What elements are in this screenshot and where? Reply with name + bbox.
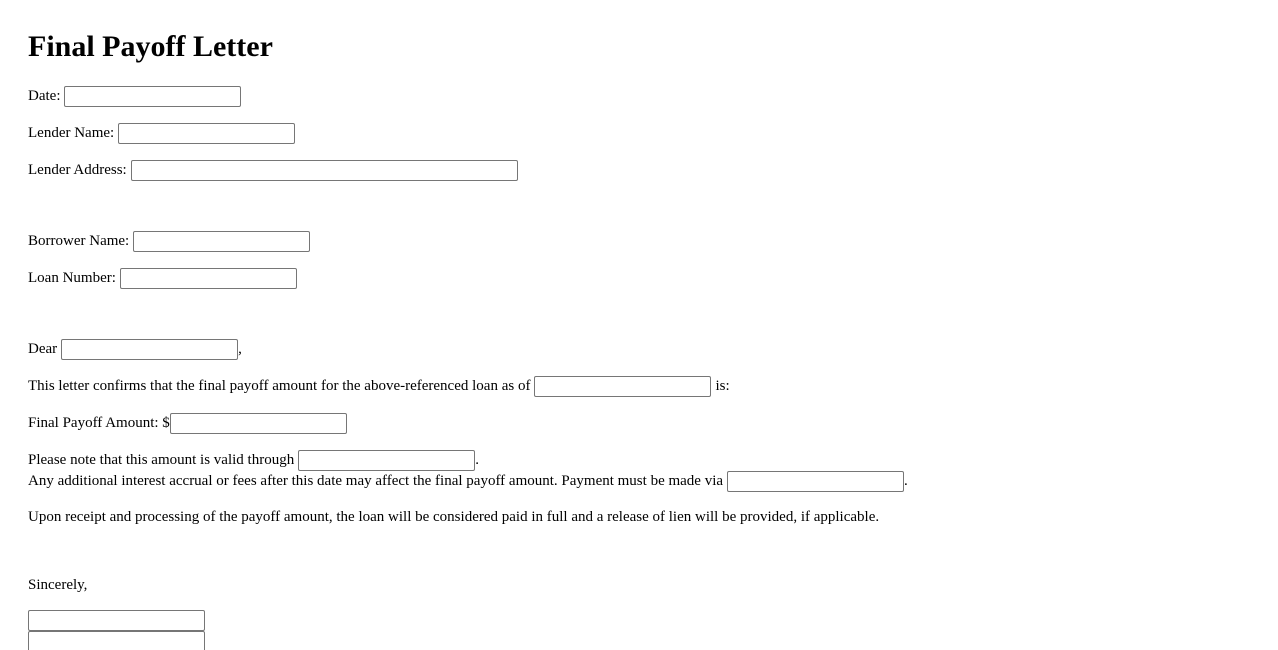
borrower-name-input[interactable] [133,231,310,252]
payoff-amount-label: Final Payoff Amount: $ [28,415,170,431]
signature-block [28,610,205,650]
valid-through-input[interactable] [298,450,475,471]
confirm-suffix: is: [715,378,730,394]
release-text: Upon receipt and processing of the payoff amount, the loan will be considered paid in full and a release of lien will be provided, if applicable. [28,509,880,525]
signature-name-input[interactable] [28,610,205,631]
loan-number-label: Loan Number: [28,270,116,286]
loan-number-row [28,268,301,289]
borrower-name-row [28,231,314,252]
closing-text: Sincerely, [28,577,88,593]
date-row [28,86,245,107]
lender-address-input[interactable] [131,160,518,181]
lender-address-row [28,160,522,181]
salutation-prefix: Dear [28,341,58,357]
page-title: Final Payoff Letter [28,30,273,63]
interest-text: Any additional interest accrual or fees after this date may affect the final payoff amount. Payment must be made via [28,473,724,489]
lender-name-input[interactable] [118,123,295,144]
lender-name-row [28,123,299,144]
payoff-amount-input[interactable] [170,413,347,434]
release-row [28,507,879,528]
recipient-name-input[interactable] [61,339,238,360]
lender-address-label: Lender Address: [28,162,127,178]
payoff-amount-row [28,413,351,434]
payment-method-input[interactable] [727,471,904,492]
payment-method-row [28,471,908,492]
date-label: Date: [28,88,61,104]
borrower-name-label: Borrower Name: [28,233,130,249]
lender-name-label: Lender Name: [28,125,115,141]
salutation-row [28,339,242,360]
valid-through-suffix: . [475,452,479,468]
valid-through-text: Please note that this amount is valid through [28,452,295,468]
as-of-date-input[interactable] [534,376,711,397]
closing-row [28,575,87,596]
loan-number-input[interactable] [120,268,297,289]
date-input[interactable] [64,86,241,107]
confirm-text: This letter confirms that the final payoff amount for the above-referenced loan as of [28,378,531,394]
confirm-row [28,376,730,397]
valid-through-row [28,450,479,471]
salutation-suffix: , [238,341,242,357]
signature-title-input[interactable] [28,631,205,650]
interest-suffix: . [904,473,908,489]
